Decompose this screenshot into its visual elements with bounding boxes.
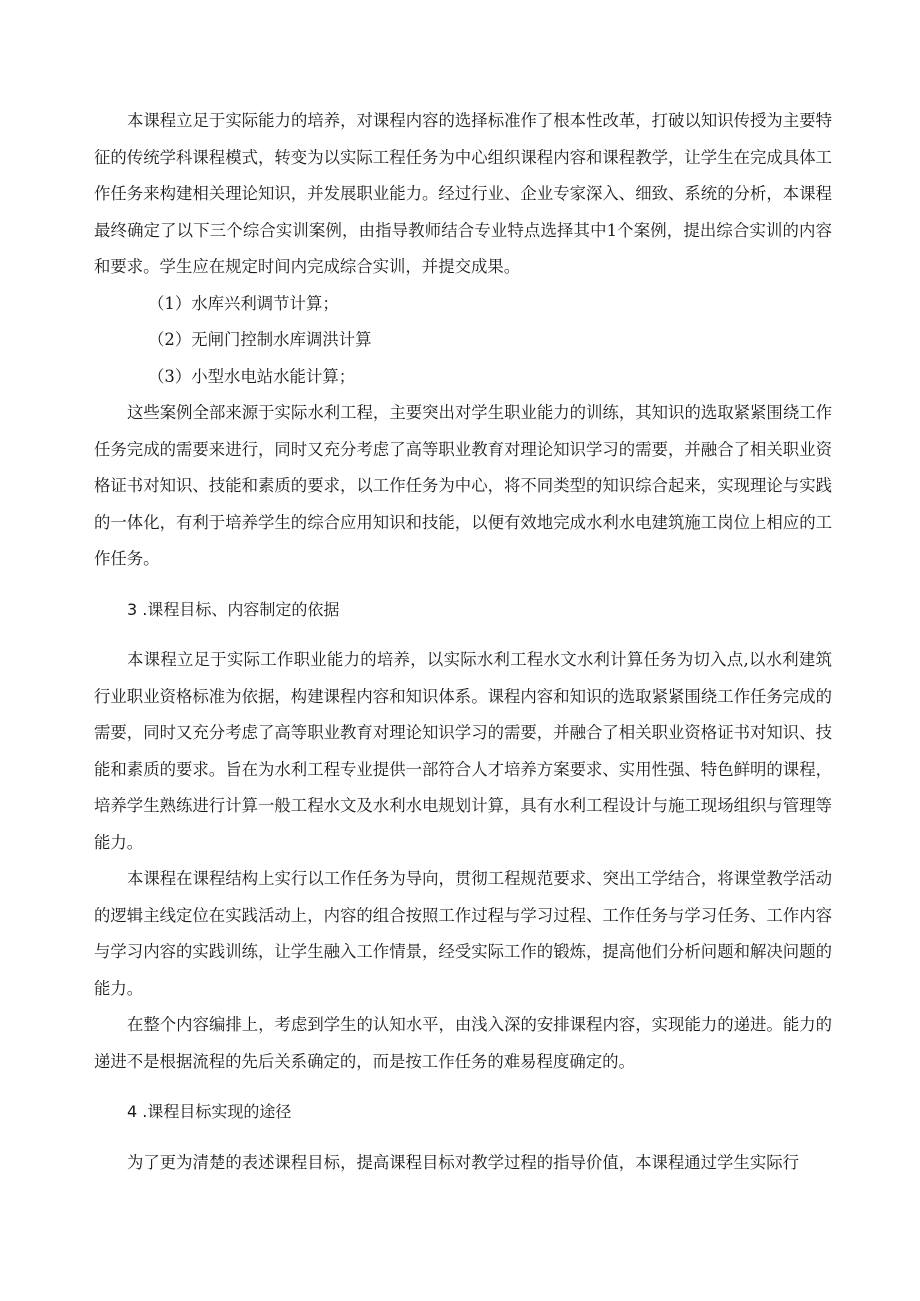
intro-paragraph-2: 这些案例全部来源于实际水利工程，主要突出对学生职业能力的训练，其知识的选取紧紧围绕工作任务完成的需要来进行，同时又充分考虑了高等职业教育对理论知识学习的需要，并融合了相关职业资格证书对知识、技能和素质的要求，以工作任务为中心，将不同类型的知识综合起来，实现理论与实践的一体化，有利于培养学生的综合应用知识和技能，以便有效地完成水利水电建筑施工岗位上相应的工作任务。 [94, 403, 832, 568]
intro-paragraph-1: 本课程立足于实际能力的培养，对课程内容的选择标准作了根本性改革，打破以知识传授为主要特征的传统学科课程模式，转变为以实际工程任务为中心组织课程内容和课程教学，让学生在完成具体工作任务来构建相关理论知识，并发展职业能力。经过行业、企业专家深入、细致、系统的分析，本课程最终确定了以下三个综合实训案例，由指导教师结合专业特点选择其中1个案例，提出综合实训的内容和要求。学生应在规定时间内完成综合实训，并提交成果。 [94, 111, 832, 276]
case-item-3: （3）小型水电站水能计算； [148, 366, 356, 386]
section-3-paragraph-2: 本课程在课程结构上实行以工作任务为导向，贯彻工程规范要求、突出工学结合，将课堂教学活动的逻辑主线定位在实践活动上，内容的组合按照工作过程与学习过程、工作任务与学习任务、工作内容与学习内容的实践训练，让学生融入工作情景，经受实际工作的锻炼，提高他们分析问题和解决问题的能力。 [94, 869, 832, 998]
section-4-paragraph-1: 为了更为清楚的表述课程目标，提高课程目标对教学过程的指导价值，本课程通过学生实际行 [127, 1152, 800, 1172]
section-3-paragraph-3: 在整个内容编排上，考虑到学生的认知水平，由浅入深的安排课程内容，实现能力的递进。能力的递进不是根据流程的先后关系确定的，而是按工作任务的难易程度确定的。 [94, 1015, 832, 1071]
section-4-heading: 4 .课程目标实现的途径 [127, 1102, 292, 1121]
case-item-1: （1）水库兴利调节计算； [148, 293, 339, 313]
case-item-2: （2）无闸门控制水库调洪计算 [148, 330, 372, 349]
section-3-paragraph-1: 本课程立足于实际工作职业能力的培养，以实际水利工程水文水利计算任务为切入点,以水利建筑行业职业资格标准为依据，构建课程内容和知识体系。课程内容和知识的选取紧紧围绕工作任务完成的需要，同时又充分考虑了高等职业教育对理论知识学习的需要，并融合了相关职业资格证书对知识、技能和素质的要求。旨在为水利工程专业提供一部符合人才培养方案要求、实用性强、特色鲜明的课程，培养学生熟练进行计算一般工程水文及水利水电规划计算，具有水利工程设计与施工现场组织与管理等能力。 [94, 650, 832, 852]
document-body [94, 103, 832, 1181]
section-3-heading: 3 .课程目标、内容制定的依据 [127, 599, 340, 619]
